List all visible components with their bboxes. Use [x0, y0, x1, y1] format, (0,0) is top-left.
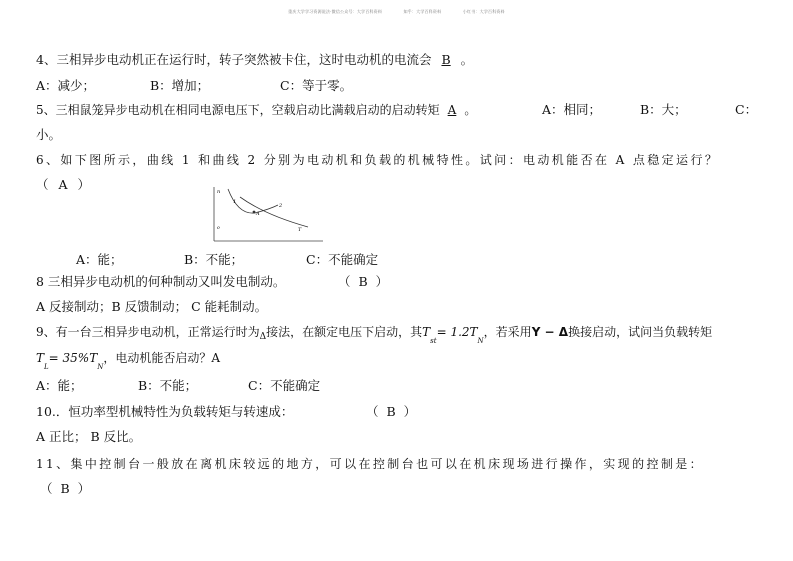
formula-rest-1: = 1.2T	[436, 325, 478, 339]
question-10-options: A 正比； B 反比。	[36, 429, 142, 444]
q6-option-b: B：不能；	[184, 252, 244, 267]
question-4-text: 4、三相异步电动机正在运行时，转子突然被卡住，这时电动机的电流会	[36, 52, 432, 67]
question-8: 8 三相异步电动机的何种制动又叫发电制动。	[36, 274, 286, 289]
question-6: 6、如下图所示，曲线 1 和曲线 2 分别为电动机和负载的机械特性。试问：电动机能否在 A 点稳定运行？	[36, 153, 720, 167]
question-4-answer: B	[441, 52, 451, 67]
y-delta-symbol: Y − Δ	[531, 325, 569, 339]
q5-option-b: B：大；	[640, 102, 687, 117]
q6-option-a: A：能；	[76, 252, 123, 267]
q9-option-a: A：能；	[36, 378, 83, 393]
point-a	[253, 211, 256, 214]
formula-t-st: T	[422, 325, 431, 339]
q4-option-a: A：减少；	[36, 78, 96, 93]
question-5-end: 。	[464, 103, 477, 117]
sub-l: L	[44, 363, 49, 371]
q4-option-b: B：增加；	[150, 78, 210, 93]
q5-option-c-cont: 小。	[36, 127, 62, 142]
sub-n2: N	[97, 363, 104, 371]
q9-option-b: B：不能；	[138, 378, 198, 393]
q6-option-c: C：不能确定	[306, 252, 379, 267]
curve-2	[240, 197, 308, 227]
question-5-answer: A	[447, 103, 457, 117]
question-5	[36, 102, 476, 118]
formula-rest-2: = 35%T	[48, 351, 98, 365]
question-8-options: A 反接制动；B 反馈制动； C 能耗制动。	[36, 299, 268, 314]
sub-n: N	[477, 337, 484, 345]
figure-label-o: o	[217, 226, 220, 231]
mechanical-characteristic-figure	[210, 185, 325, 245]
question-9-text-b: 接法，在额定电压下启动，其	[266, 325, 423, 339]
question-11: 11、集中控制台一般放在离机床较远的地方，可以在控制台也可以在机床现场进行操作，实现的控制是：	[36, 457, 705, 471]
question-9-line-2	[36, 350, 220, 375]
q9-option-c: C：不能确定	[248, 378, 321, 393]
question-9-text-a: 9、有一台三相异步电动机，正常运行时为	[36, 325, 260, 339]
figure-label-n: n	[217, 189, 221, 195]
header-part-3: 小红书：大学百科资料	[462, 9, 505, 14]
question-5-text: 5、三相鼠笼异步电动机在相同电源电压下，空载启动比满载启动的启动转矩	[36, 103, 440, 117]
question-9-text-d: 换接启动，试问当负载转矩	[568, 325, 713, 339]
question-4-end: 。	[460, 52, 474, 67]
question-9	[36, 324, 712, 349]
header-part-2: 知乎：大学百科资料	[403, 9, 442, 14]
q4-option-c: C：等于零。	[280, 78, 353, 93]
formula-t-l: T	[36, 351, 45, 365]
q5-option-a: A：相同；	[542, 102, 602, 117]
q5-option-c: C：	[735, 102, 758, 117]
question-10-answer: （ B ）	[366, 404, 419, 419]
figure-label-2: 2	[279, 203, 283, 209]
question-8-answer: （ B ）	[338, 274, 391, 289]
question-6-answer: （ A ）	[36, 177, 93, 192]
page-header	[0, 9, 793, 15]
figure-label-a: A	[256, 211, 260, 217]
sub-st: st	[430, 337, 437, 345]
question-4	[36, 52, 473, 68]
header-part-1: 重庆大学学习资源说法·微信公众号：大学百科资料	[288, 9, 383, 14]
question-9-text-e: ，电动机能否启动？A	[103, 351, 221, 365]
question-11-answer: （ B ）	[40, 481, 93, 496]
figure-label-1: 1	[233, 199, 237, 205]
question-10: 10.．恒功率型机械特性为负载转矩与转速成：	[36, 404, 294, 419]
delta-symbol: Δ	[259, 332, 267, 342]
figure-label-t: T	[298, 227, 302, 233]
question-9-text-c: ，若采用	[483, 325, 532, 339]
